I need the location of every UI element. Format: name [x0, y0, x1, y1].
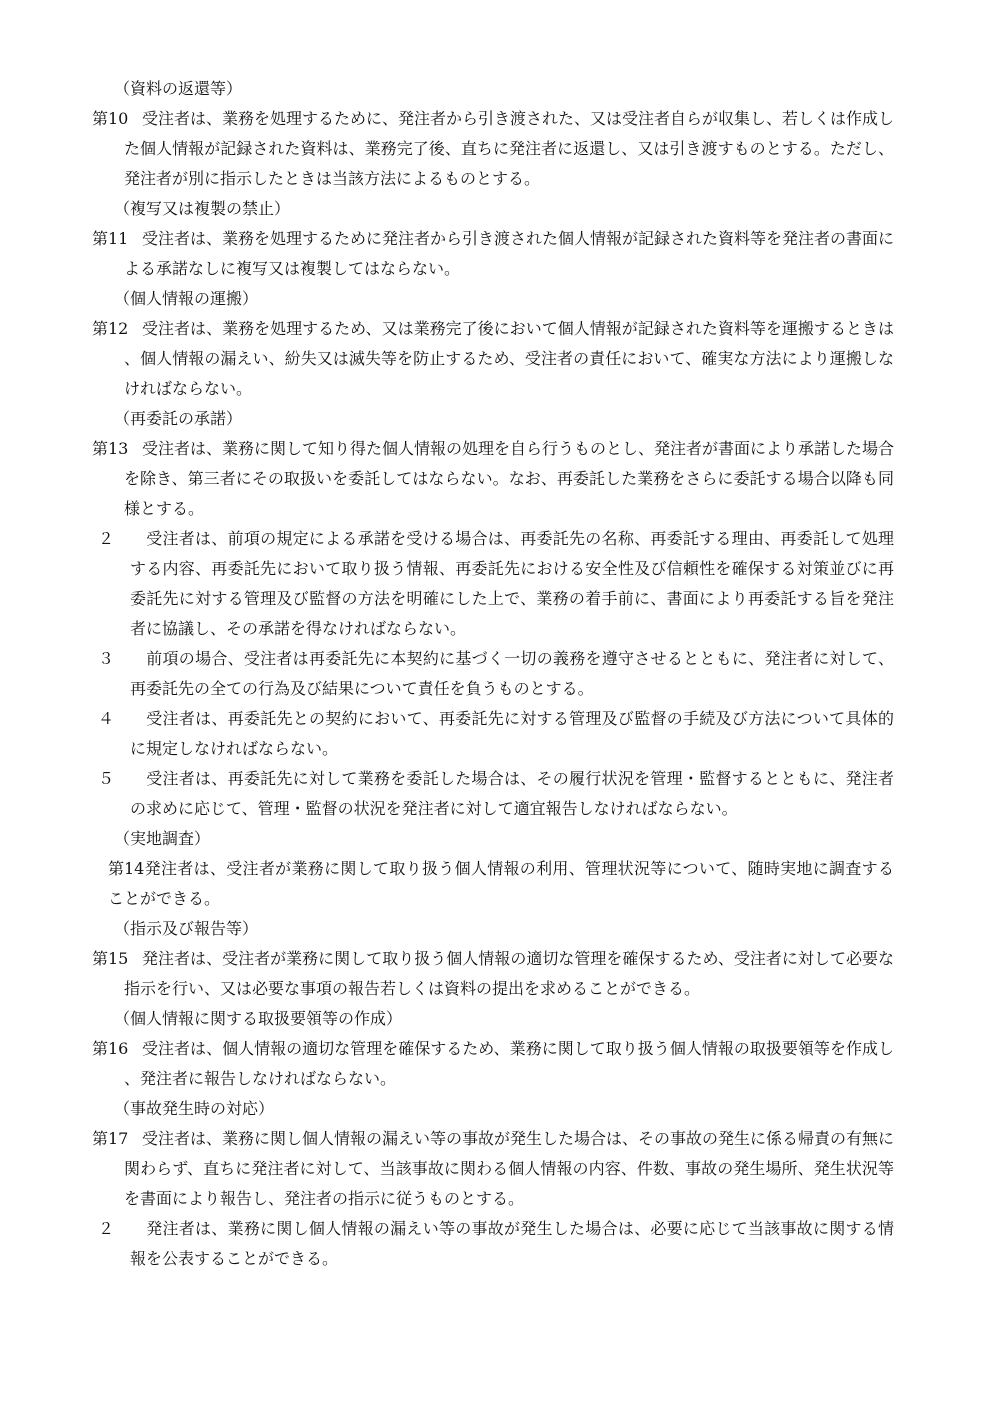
section-heading: （資料の返還等） — [114, 79, 243, 98]
section-heading: （複写又は複製の禁止） — [114, 199, 291, 218]
article-number: 第15 — [92, 949, 129, 968]
section-heading: （指示及び報告等） — [114, 919, 259, 938]
section-heading: （個人情報に関する取扱要領等の作成） — [114, 1009, 403, 1028]
section-heading: （実地調査） — [114, 829, 211, 848]
article-text: 受注者は、業務に関し個人情報の漏えい等の事故が発生した場合は、その事故の発生に係る帰責の有無に関わらず、直ちに発注者に対して、当該事故に関わる個人情報の内容、件数、事故の発生場所、発生状況等を書面により報告し、発注者の指示に従うものとする。 — [124, 1129, 895, 1208]
article-paragraph — [108, 854, 894, 914]
article-number: 第13 — [92, 439, 129, 458]
section-heading: （再委託の承諾） — [114, 409, 243, 428]
clause-text: 前項の場合、受注者は再委託先に本契約に基づく一切の義務を遵守させるとともに、発注者に対して、再委託先の全ての行為及び結果について責任を負うものとする。 — [130, 649, 894, 698]
article-text: 受注者は、業務を処理するために発注者から引き渡された個人情報が記録された資料等を発注者の書面による承諾なしに複写又は複製してはならない。 — [124, 229, 895, 278]
clause-paragraph — [98, 704, 894, 764]
section-heading: （事故発生時の対応） — [114, 1099, 275, 1118]
article-text: 発注者は、受注者が業務に関して取り扱う個人情報の適切な管理を確保するため、受注者に対して必要な指示を行い、又は必要な事項の報告若しくは資料の提出を求めることができる。 — [124, 949, 894, 998]
article-paragraph — [92, 314, 894, 404]
clause-text: 受注者は、再委託先との契約において、再委託先に対する管理及び監督の手続及び方法について具体的に規定しなければならない。 — [130, 709, 894, 758]
article-text: 受注者は、業務を処理するために、発注者から引き渡された、又は受注者自らが収集し、若しくは作成した個人情報が記録された資料は、業務完了後、直ちに発注者に返還し、又は引き渡すものとする。ただし、発注者が別に指示したときは当該方法によるものとする。 — [124, 109, 895, 188]
article-paragraph — [92, 104, 895, 194]
article-text: 受注者は、業務を処理するため、又は業務完了後において個人情報が記録された資料等を運搬するときは、個人情報の漏えい、紛失又は滅失等を防止するため、受注者の責任において、確実な方法により運搬しなければならない。 — [124, 319, 894, 398]
clause-paragraph — [98, 1214, 894, 1274]
article-number: 第11 — [92, 229, 129, 248]
article-number: 第16 — [92, 1039, 129, 1058]
article-text: 受注者は、個人情報の適切な管理を確保するため、業務に関して取り扱う個人情報の取扱要領等を作成し、発注者に報告しなければならない。 — [124, 1039, 894, 1088]
document-body — [92, 74, 895, 1274]
clause-paragraph — [98, 524, 894, 644]
article-text: 受注者は、業務に関して知り得た個人情報の処理を自ら行うものとし、発注者が書面により承諾した場合を除き、第三者にその取扱いを委託してはならない。なお、再委託した業務をさらに委託する場合以降も同様とする。 — [124, 439, 895, 518]
article-paragraph — [92, 224, 895, 284]
section-heading: （個人情報の運搬） — [114, 289, 259, 308]
clause-number: ２ — [98, 1219, 115, 1238]
clause-text: 受注者は、再委託先に対して業務を委託した場合は、その履行状況を管理・監督するとともに、発注者の求めに応じて、管理・監督の状況を発注者に対して適宜報告しなければならない。 — [130, 769, 894, 818]
clause-text: 受注者は、前項の規定による承諾を受ける場合は、再委託先の名称、再委託する理由、再委託して処理する内容、再委託先において取り扱う情報、再委託先における安全性及び信頼性を確保する対策並びに再委託先に対する管理及び監督の方法を明確にした上で、業務の着手前に、書面により再委託する旨を発注者に協議し、その承諾を得なければならない。 — [130, 529, 894, 638]
clause-paragraph — [98, 644, 894, 704]
article-number: 第17 — [92, 1129, 129, 1148]
clause-text: 発注者は、業務に関し個人情報の漏えい等の事故が発生した場合は、必要に応じて当該事故に関する情報を公表することができる。 — [130, 1219, 894, 1268]
clause-number: ４ — [98, 709, 115, 728]
article-number: 第12 — [92, 319, 129, 338]
clause-number: ５ — [98, 769, 115, 788]
article-paragraph — [92, 1034, 894, 1094]
article-number: 第10 — [92, 109, 129, 128]
clause-number: ２ — [98, 529, 115, 548]
clause-paragraph — [98, 764, 894, 824]
article-number: 第14 — [108, 859, 145, 878]
article-paragraph — [92, 1124, 895, 1214]
article-paragraph — [92, 434, 895, 524]
article-paragraph — [92, 944, 894, 1004]
article-text: 発注者は、受注者が業務に関して取り扱う個人情報の利用、管理状況等について、随時実地に調査することができる。 — [108, 859, 894, 908]
clause-number: ３ — [98, 649, 115, 668]
